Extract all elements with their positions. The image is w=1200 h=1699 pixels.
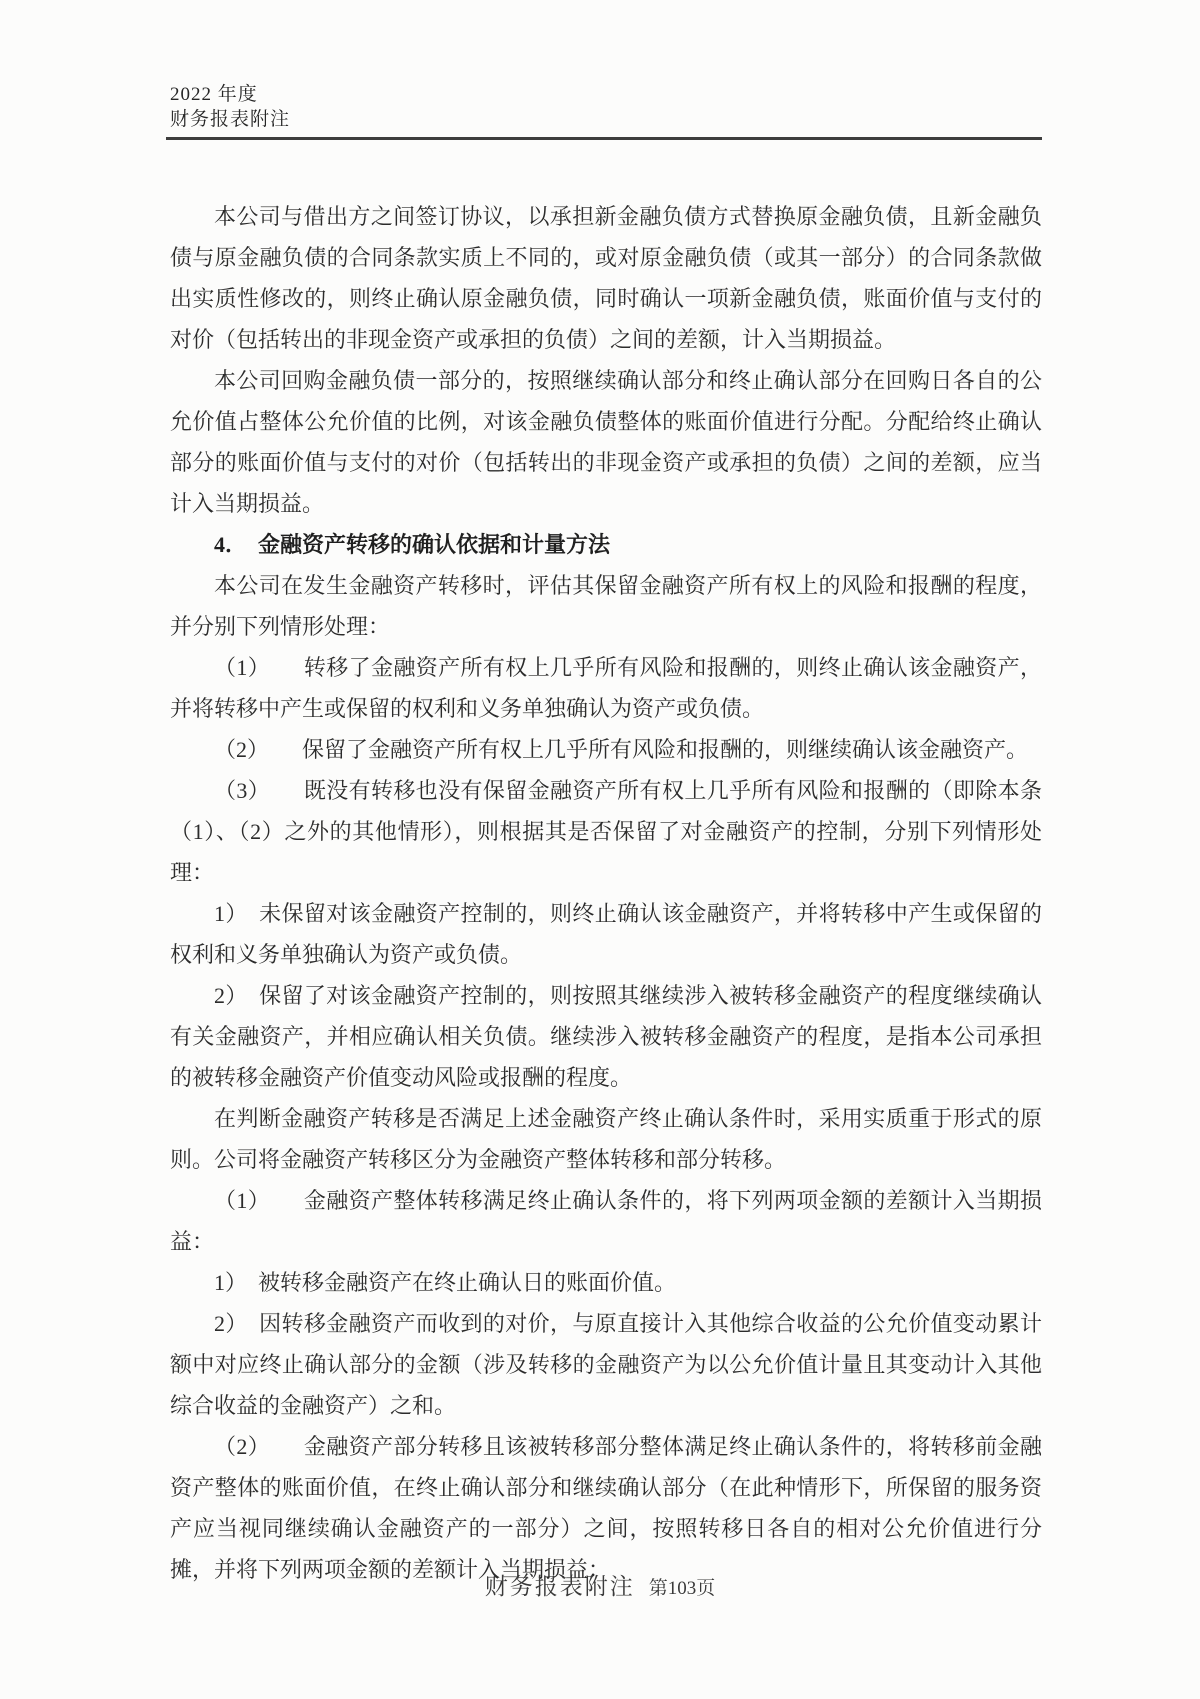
page-header (170, 82, 290, 132)
list-item: （2） 保留了金融资产所有权上几乎所有风险和报酬的，则继续确认该金融资产。 (214, 737, 1029, 762)
list-item: （1） 金融资产整体转移满足终止确认条件的，将下列两项金额的差额计入当期损益： (170, 1188, 1042, 1254)
footer-page-number: 第103页 (648, 1578, 716, 1599)
footer-title: 财务报表附注 (484, 1574, 635, 1599)
header-year: 2022 年度 (170, 84, 258, 105)
list-item: （2） 金融资产部分转移且该被转移部分整体满足终止确认条件的，将转移前金融资产整体的账面价值，在终止确认部分和继续确认部分（在此种情形下，所保留的服务资产应当视同继续确认金融资产的一部分）之间，按照转移日各自的相对公允价值进行分摊，并将下列两项金额的差额计入当期损益： (170, 1434, 1042, 1582)
document-body (170, 196, 1042, 1590)
header-divider (166, 137, 1042, 140)
section-heading: 4． 金融资产转移的确认依据和计量方法 (214, 532, 611, 557)
list-item: （1） 转移了金融资产所有权上几乎所有风险和报酬的，则终止确认该金融资产，并将转移中产生或保留的权利和义务单独确认为资产或负债。 (170, 655, 1042, 721)
page-footer (0, 1568, 1200, 1601)
paragraph: 在判断金融资产转移是否满足上述金融资产终止确认条件时，采用实质重于形式的原则。公司将金融资产转移区分为金融资产整体转移和部分转移。 (170, 1106, 1042, 1172)
list-item: （3） 既没有转移也没有保留金融资产所有权上几乎所有风险和报酬的（即除本条（1）、（2）之外的其他情形），则根据其是否保留了对金融资产的控制，分别下列情形处理： (170, 778, 1042, 885)
paragraph: 本公司与借出方之间签订协议，以承担新金融负债方式替换原金融负债，且新金融负债与原金融负债的合同条款实质上不同的，或对原金融负债（或其一部分）的合同条款做出实质性修改的，则终止确认原金融负债，同时确认一项新金融负债，账面价值与支付的对价（包括转出的非现金资产或承担的负债）之间的差额，计入当期损益。 (170, 204, 1042, 352)
sub-list-item: 1） 未保留对该金融资产控制的，则终止确认该金融资产，并将转移中产生或保留的权利和义务单独确认为资产或负债。 (170, 901, 1042, 967)
sub-list-item: 2） 因转移金融资产而收到的对价，与原直接计入其他综合收益的公允价值变动累计额中对应终止确认部分的金额（涉及转移的金融资产为以公允价值计量且其变动计入其他综合收益的金融资产）之和。 (170, 1311, 1042, 1418)
sub-list-item: 1） 被转移金融资产在终止确认日的账面价值。 (214, 1270, 677, 1295)
header-doc-title: 财务报表附注 (170, 109, 291, 130)
paragraph: 本公司回购金融负债一部分的，按照继续确认部分和终止确认部分在回购日各自的公允价值占整体公允价值的比例，对该金融负债整体的账面价值进行分配。分配给终止确认部分的账面价值与支付的对价（包括转出的非现金资产或承担的负债）之间的差额，应当计入当期损益。 (170, 368, 1042, 516)
sub-list-item: 2） 保留了对该金融资产控制的，则按照其继续涉入被转移金融资产的程度继续确认有关金融资产，并相应确认相关负债。继续涉入被转移金融资产的程度，是指本公司承担的被转移金融资产价值变动风险或报酬的程度。 (170, 983, 1042, 1090)
paragraph: 本公司在发生金融资产转移时，评估其保留金融资产所有权上的风险和报酬的程度，并分别下列情形处理： (170, 573, 1042, 639)
